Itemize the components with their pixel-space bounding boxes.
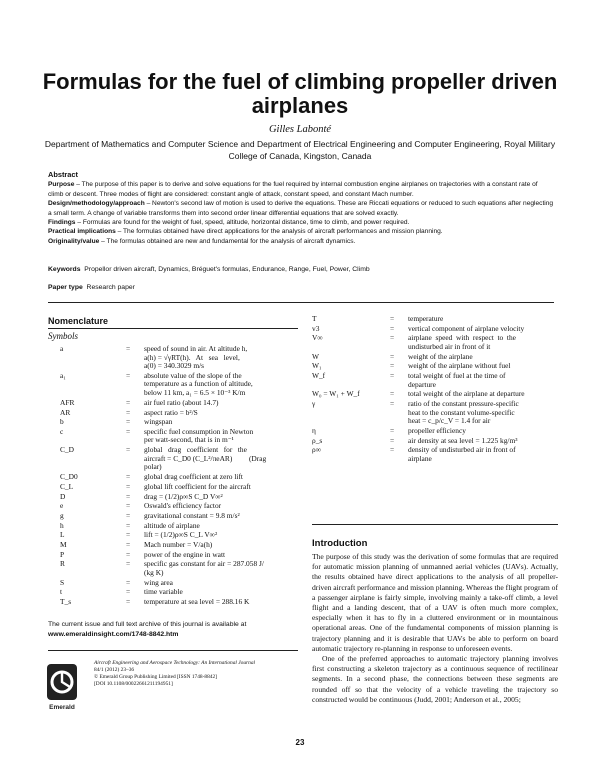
nomenclature-rule	[48, 328, 298, 329]
nomenclature-equals: =	[126, 540, 131, 549]
keywords: Keywords Propellor driven aircraft, Dynamics, Bréguet's formulas, Endurance, Range, Fuel, Power, Climb	[48, 266, 370, 273]
nomenclature-equals: =	[126, 587, 131, 597]
nomenclature-definition: temperature at sea level = 288.16 K	[144, 597, 250, 607]
nomenclature-equals: =	[390, 333, 395, 343]
nomenclature-definition: specific gas constant for air = 287.058 J/ (kg K)	[144, 559, 264, 577]
nomenclature-definition: altitude of airplane	[144, 520, 200, 530]
nomenclature-equals: =	[390, 314, 395, 323]
nomenclature-symbol: ρ∞	[312, 445, 321, 455]
nomenclature-equals: =	[126, 397, 131, 407]
nomenclature-definition: time variable	[144, 587, 183, 597]
intro-paragraph: The purpose of this study was the derivation of some formulas that are required for automatic mission planning of unmanned aerial vehicles (UAVs). Actually, the results obtained have direct applications to the analysis of all propeller-driven aircraft performance and mission planning. Whereas the flight program of a passenger airplane is fairly simple, involving mainly a take-off climb, a level flight and a landing descent, that of a UAV is often much more complex, especially when it has to fly in a cluttered environment or in mountainous operational areas. One of the fundamental components of mission planning is trajectory planning and it is desirable that UAVs be able to perform on board automatic trajectory re-planning in response to unforeseen events.	[312, 552, 558, 653]
nomenclature-equals: =	[126, 520, 131, 530]
abstract-purpose: Purpose – The purpose of this paper is to derive and solve equations for the fuel required by internal combustion engine airplanes on trajectories with a constant rate of climb or descent. Three modes of flight are considered: constant angle of attack, constant speed, and constant Mach number.	[48, 181, 538, 198]
nomenclature-symbol: v3	[312, 323, 320, 333]
nomenclature-equals: =	[390, 323, 395, 333]
nomenclature-equals: =	[390, 426, 395, 435]
nomenclature-symbol: C_D	[60, 445, 74, 455]
nomenclature-equals: =	[126, 370, 131, 380]
nomenclature-equals: =	[126, 426, 131, 436]
introduction-heading: Introduction	[312, 538, 368, 549]
page-number: 23	[295, 738, 305, 747]
nomenclature-definition: wingspan	[144, 417, 173, 427]
nomenclature-definition: gravitational constant = 9.8 m/s²	[144, 510, 240, 520]
nomenclature-definition: weight of the airplane without fuel	[408, 361, 511, 371]
nomenclature-definition: specific fuel consumption in Newton per watt-second, that is in m⁻¹	[144, 426, 254, 445]
nomenclature-equals: =	[126, 559, 131, 569]
nomenclature-symbol: M	[60, 540, 67, 549]
nomenclature-symbol: t	[60, 587, 63, 597]
nomenclature-definition: aspect ratio = b²/S	[144, 407, 198, 417]
nomenclature-definition: global lift coefficient for the aircraft	[144, 481, 251, 491]
emerald-logo-icon	[46, 663, 80, 713]
nomenclature-equals: =	[390, 389, 395, 399]
journal-info	[94, 660, 304, 688]
nomenclature-symbol: e	[60, 501, 64, 511]
logo-wordmark: Emerald	[49, 704, 75, 711]
nomenclature-definition: ratio of the constant pressure-specific heat to the constant volume-specific heat = c_p/c_V = 1.4 for air	[408, 399, 519, 426]
nomenclature-symbol: W	[312, 351, 319, 361]
nomenclature-symbol: W₀ = W₁ + W_f	[312, 389, 360, 399]
section-divider	[48, 302, 554, 303]
nomenclature-equals: =	[390, 351, 395, 361]
nomenclature-symbol: ρ_s	[312, 435, 323, 445]
nomenclature-equals: =	[126, 510, 131, 520]
nomenclature-equals: =	[126, 501, 131, 511]
access-text: The current issue and full text archive of this journal is available at	[48, 621, 247, 628]
nomenclature-symbol: b	[60, 417, 64, 427]
nomenclature-definition: total weight of the airplane at departure	[408, 389, 525, 399]
nomenclature-symbol: η	[312, 426, 316, 435]
nomenclature-definition: lift = (1/2)ρ∞S C_L V∞²	[144, 530, 218, 540]
nomenclature-definition: air fuel ratio (about 14.7)	[144, 397, 219, 407]
nomenclature-definition: power of the engine in watt	[144, 549, 226, 559]
nomenclature-definition: propeller efficiency	[408, 426, 466, 435]
nomenclature-end-rule	[312, 524, 558, 525]
nomenclature-symbol: C_L	[60, 481, 74, 491]
nomenclature-definition: weight of the airplane	[408, 351, 473, 361]
intro-paragraph: One of the preferred approaches to automatic trajectory planning involves first constructing a skeleton trajectory as a continuous sequence of rectilinear segments. In a second phase, the connections between these segments are rounded off so that the velocity of a vehicle traveling the trajectory so constructed would be continuous (Judd, 2001; Anderson et al., 2005;	[312, 654, 558, 704]
nomenclature-symbol: T	[312, 314, 317, 323]
journal-doi: [DOI 10.1108/00022661211194951]	[94, 681, 173, 687]
abstract-originality: Originality/value – The formulas obtained are new and fundamental for the analysis of aircraft dynamics.	[48, 237, 356, 245]
abstract-block	[48, 170, 554, 246]
nomenclature-definition: total weight of fuel at the time of departure	[408, 371, 506, 389]
nomenclature-equals: =	[390, 371, 395, 381]
nomenclature-equals: =	[390, 399, 395, 409]
nomenclature-definition: vertical component of airplane velocity	[408, 323, 525, 333]
access-note	[48, 620, 298, 639]
abstract-practical: Practical implications – The formulas obtained have direct applications for the analysis of aircraft performances and mission planning.	[48, 228, 443, 236]
nomenclature-equals: =	[390, 361, 395, 371]
nomenclature-symbol: T_s	[60, 597, 72, 607]
emerald-logo	[46, 663, 80, 713]
nomenclature-definition: temperature	[408, 314, 444, 323]
paper-type: Paper type Research paper	[48, 284, 135, 291]
nomenclature-symbol: g	[60, 510, 64, 520]
author-name: Gilles Labonté	[268, 124, 332, 135]
nomenclature-definition: density of undisturbed air in front of airplane	[408, 445, 516, 463]
nomenclature-equals: =	[126, 597, 131, 607]
nomenclature-definition: wing area	[144, 577, 173, 587]
abstract-findings: Findings – Formulas are found for the weight of fuel, speed, altitude, horizontal distance, time to climb, and power required.	[48, 219, 410, 227]
nomenclature-equals: =	[390, 445, 395, 455]
nomenclature-definition: drag = (1/2)ρ∞S C_D V∞²	[144, 491, 223, 501]
access-url[interactable]: www.emeraldinsight.com/1748-8842.htm	[48, 630, 179, 638]
nomenclature-equals: =	[126, 445, 131, 455]
abstract-design: Design/methodology/approach – Newton's second law of motion is used to derive the equations. These are Riccati equations or reduced to such equations after neglecting a small term. A change of variable transforms them into second order linear differential equations that are solved exactly.	[48, 200, 554, 217]
nomenclature-symbol: γ	[312, 399, 316, 409]
nomenclature-symbol: C_D0	[60, 472, 78, 482]
nomenclature-definition: Mach number = V/a(h)	[144, 540, 213, 549]
nomenclature-equals: =	[126, 407, 131, 417]
affiliation: Department of Mathematics and Computer Science and Department of Electrical Engineering and Computer Engineering, Royal Military College of Canada, Kingston, Canada	[44, 139, 556, 161]
nomenclature-symbol: W_f	[312, 371, 326, 381]
nomenclature-symbol: AFR	[60, 397, 75, 407]
nomenclature-heading: Nomenclature	[48, 316, 109, 326]
abstract-heading: Abstract	[48, 170, 78, 179]
nomenclature-symbol: S	[60, 577, 65, 587]
nomenclature-symbol: a₁	[60, 370, 66, 380]
footer-rule	[48, 650, 298, 651]
nomenclature-definition: global drag coefficient for the aircraft = C_D0 (C_L²/πeAR) (Drag polar)	[144, 445, 267, 472]
nomenclature-equals: =	[126, 481, 131, 491]
journal-publisher: © Emerald Group Publishing Limited [ISSN 1748-8842]	[94, 674, 217, 680]
nomenclature-symbol: D	[60, 491, 66, 501]
nomenclature-equals: =	[126, 472, 131, 482]
introduction-body	[312, 552, 558, 705]
nomenclature-definition: absolute value of the slope of the temperature as a function of altitude, below 11 km, a₁ = 6.5 × 10⁻³ K/m	[144, 370, 253, 398]
nomenclature-symbol: R	[60, 559, 65, 569]
nomenclature-equals: =	[126, 417, 131, 427]
nomenclature-equals: =	[126, 530, 131, 540]
journal-name: Aircraft Engineering and Aerospace Technology: An International Journal	[94, 660, 256, 666]
nomenclature-definition: airplane speed with respect to the undisturbed air in front of it	[408, 333, 516, 351]
nomenclature-symbol: AR	[60, 407, 71, 417]
nomenclature-symbol: V∞	[312, 333, 323, 343]
nomenclature-symbol: P	[60, 549, 65, 559]
nomenclature-symbol: a	[60, 344, 64, 353]
nomenclature-equals: =	[390, 435, 395, 445]
nomenclature-definition: global drag coefficient at zero lift	[144, 472, 243, 482]
journal-volume: 84/1 (2012) 23–36	[94, 667, 135, 673]
nomenclature-symbol: L	[60, 530, 65, 540]
nomenclature-symbol: h	[60, 520, 64, 530]
nomenclature-symbol: c	[60, 426, 64, 436]
nomenclature-definition: speed of sound in air. At altitude h, a(h) = √γRT(h). At sea level, a(0) = 340.3029 m/s	[144, 344, 248, 371]
nomenclature-equals: =	[126, 344, 131, 353]
paper-title: Formulas for the fuel of climbing propeller driven airplanes	[42, 69, 558, 118]
symbols-heading: Symbols	[48, 331, 78, 341]
nomenclature-equals: =	[126, 491, 131, 501]
nomenclature-symbol: W₁	[312, 361, 322, 371]
nomenclature-definition: Oswald's efficiency factor	[144, 501, 222, 511]
nomenclature-equals: =	[126, 549, 131, 559]
nomenclature-definition: air density at sea level = 1.225 kg/m³	[408, 435, 518, 445]
nomenclature-equals: =	[126, 577, 131, 587]
